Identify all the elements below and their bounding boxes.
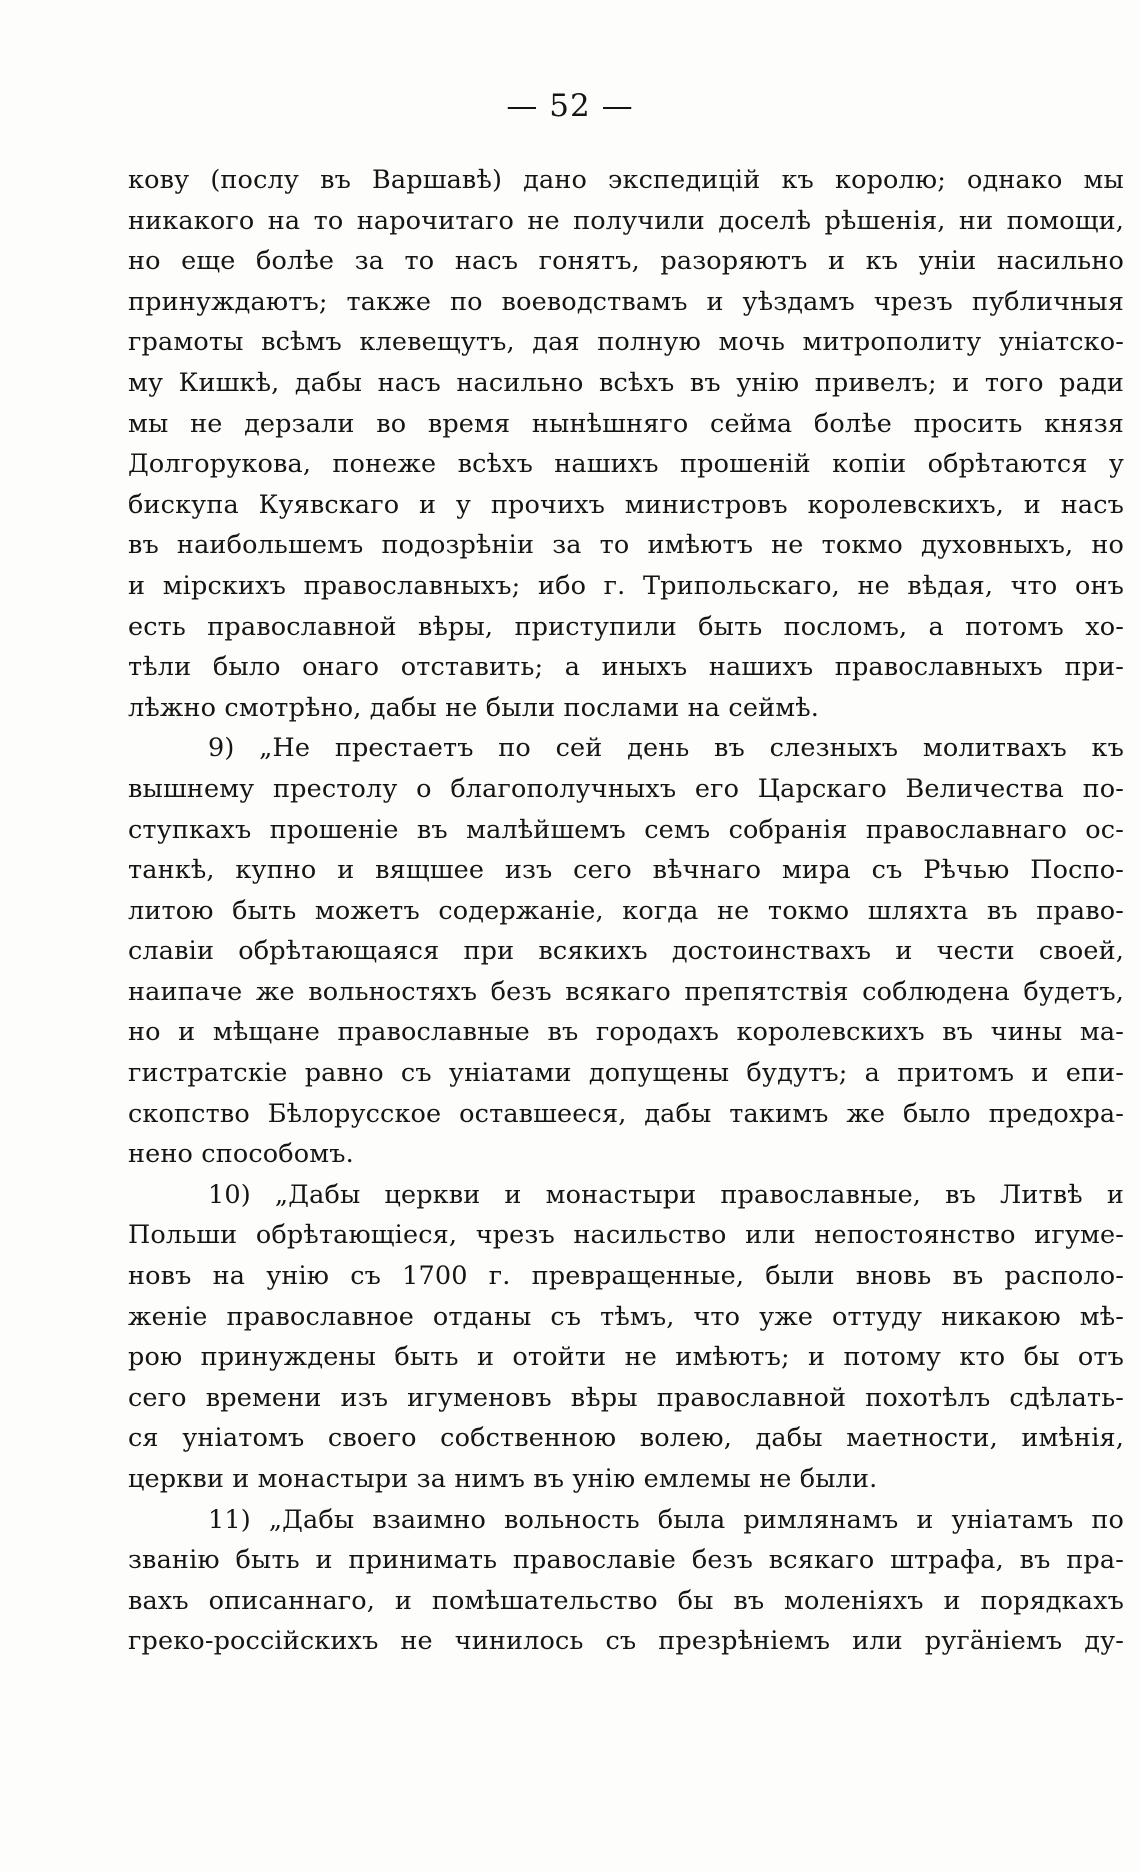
text-line: грамоты всѣмъ клевещутъ, дая полную мочь митрополиту уніатско- [128,327,1124,358]
text-line: церкви и монастыри за нимъ въ унію емлемы не были. [128,1464,878,1494]
text-line: Польши обрѣтающіеся, чрезъ насильство или непостоянство игуме- [128,1220,1124,1251]
text-line: мы не дерзали во время нынѣшняго сейма болѣе просить князя [128,408,1124,439]
text-line: званію быть и принимать православіе безъ всякаго штрафа, въ пра- [128,1545,1124,1576]
text-line: но еще болѣе за то насъ гонятъ, разоряютъ и къ уніи насильно [128,246,1124,277]
text-line: тѣли было онаго отставить; а иныхъ нашихъ православныхъ при- [128,652,1124,683]
text-line: есть православной вѣры, приступили быть посломъ, а потомъ хо- [128,611,1124,642]
text-line: и мірскихъ православныхъ; ибо г. Трипольскаго, не вѣдая, что онъ [128,570,1124,601]
text-line: новъ на унію съ 1700 г. превращенные, были вновь въ располо- [128,1261,1124,1292]
text-line: но и мѣщане православные въ городахъ королевскихъ въ чины ма- [128,1017,1124,1048]
text-line: никакого на то нарочитаго не получили доселѣ рѣшенія, ни помощи, [128,205,1124,236]
text-line: Долгорукова, понеже всѣхъ нашихъ прошеній копіи обрѣтаются у [128,449,1124,480]
text-line: наипаче же вольностяхъ безъ всякаго препятствія соблюдена будетъ, [128,976,1124,1007]
text-line: 10) „Дабы церкви и монастыри православные, въ Литвѣ и [208,1179,1124,1210]
text-line: лѣжно смотрѣно, дабы не были послами на сеймѣ. [128,692,819,723]
text-line: кову (послу въ Варшавѣ) дано экспедицій къ королю; однако мы [128,165,1124,195]
text-line: ступкахъ прошеніе въ малѣйшемъ семъ собранія православнаго ос- [128,814,1124,845]
text-line: въ наибольшемъ подозрѣніи за то имѣютъ не токмо духовныхъ, но [128,530,1124,561]
text-line: нено способомъ. [128,1139,354,1170]
text-line: греко-россійскихъ не чинилось съ презрѣніемъ или ругäніемъ ду- [128,1626,1124,1657]
text-line: 11) „Дабы взаимно вольность была римлянамъ и уніатамъ по [208,1504,1124,1535]
text-line: скопство Бѣлорусское оставшееся, дабы такимъ же было предохра- [128,1098,1124,1129]
page-number: — 52 — [506,88,634,124]
body-text [128,160,1124,1662]
text-line: ся уніатомъ своего собственною волею, дабы маетности, имѣнія, [128,1423,1124,1454]
text-line: сего времени изъ игуменовъ вѣры православной похотѣлъ сдѣлать- [128,1382,1124,1413]
text-line: принуждаютъ; также по воеводствамъ и уѣздамъ чрезъ публичныя [128,286,1124,317]
text-line: бискупа Куявскаго и у прочихъ министровъ королевскихъ, и насъ [128,489,1124,520]
text-line: женіе православное отданы съ тѣмъ, что уже оттуду никакою мѣ- [128,1301,1124,1332]
text-line: 9) „Не престаетъ по сей день въ слезныхъ молитвахъ къ [208,733,1124,764]
text-line: славіи обрѣтающаяся при всякихъ достоинствахъ и чести своей, [128,936,1124,967]
text-line: вышнему престолу о благополучныхъ его Царскаго Величества по- [128,773,1124,804]
text-line: танкѣ, купно и вящшее изъ сего вѣчнаго мира съ Рѣчью Поспо- [128,855,1124,886]
text-line: гистратскіе равно съ уніатами допущены будутъ; а притомъ и епи- [128,1058,1124,1089]
text-line: рою принуждены быть и отойти не имѣютъ; и потому кто бы отъ [128,1342,1124,1373]
text-line: литою быть можетъ содержаніе, когда не токмо шляхта въ право- [128,895,1124,926]
text-line: му Кишкѣ, дабы насъ насильно всѣхъ въ унію привелъ; и того ради [128,367,1124,398]
text-line: вахъ описаннаго, и помѣшательство бы въ моленіяхъ и порядкахъ [128,1585,1124,1616]
